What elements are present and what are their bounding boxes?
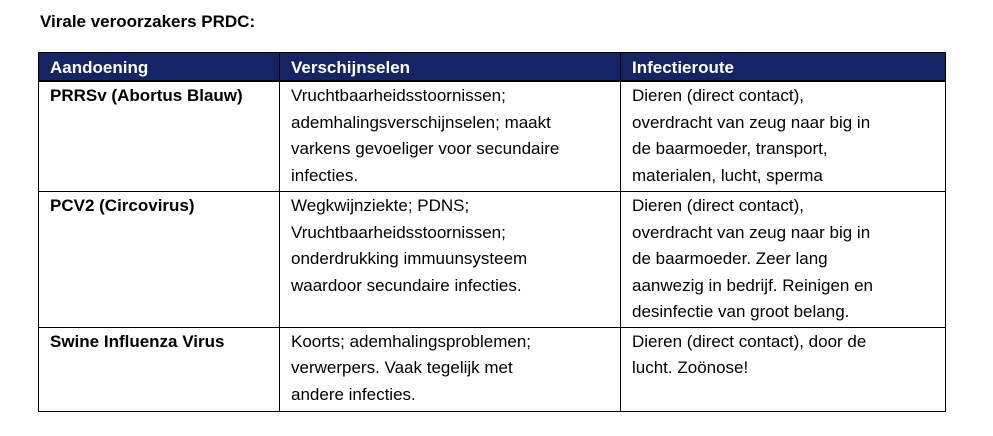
cell-infectieroute: Dieren (direct contact), door de lucht. Zoönose! [621,327,946,411]
column-header-aandoening: Aandoening [39,53,280,82]
cell-verschijnselen: Vruchtbaarheidsstoornissen; ademhalingsverschijnselen; maakt varkens gevoeliger voor secundaire infecties. [280,81,621,192]
cell-aandoening: PCV2 (Circovirus) [39,192,280,328]
column-header-infectieroute: Infectieroute [621,53,946,82]
table-header-row [39,53,946,82]
table-row [39,192,946,328]
cell-verschijnselen: Koorts; ademhalingsproblemen; verwerpers. Vaak tegelijk met andere infecties. [280,327,621,411]
prdc-virus-table [38,52,946,412]
cell-verschijnselen: Wegkwijnziekte; PDNS; Vruchtbaarheidsstoornissen; onderdrukking immuunsysteem waardoor secundaire infecties. [280,192,621,328]
table-row [39,327,946,411]
cell-infectieroute: Dieren (direct contact), overdracht van zeug naar big in de baarmoeder, transport, materialen, lucht, sperma [621,81,946,192]
cell-infectieroute: Dieren (direct contact), overdracht van zeug naar big in de baarmoeder. Zeer lang aanwezig in bedrijf. Reinigen en desinfectie van groot belang. [621,192,946,328]
cell-aandoening: PRRSv (Abortus Blauw) [39,81,280,192]
table-row [39,81,946,192]
document-title: Virale veroorzakers PRDC: [40,12,256,31]
column-header-verschijnselen: Verschijnselen [280,53,621,82]
cell-aandoening: Swine Influenza Virus [39,327,280,411]
